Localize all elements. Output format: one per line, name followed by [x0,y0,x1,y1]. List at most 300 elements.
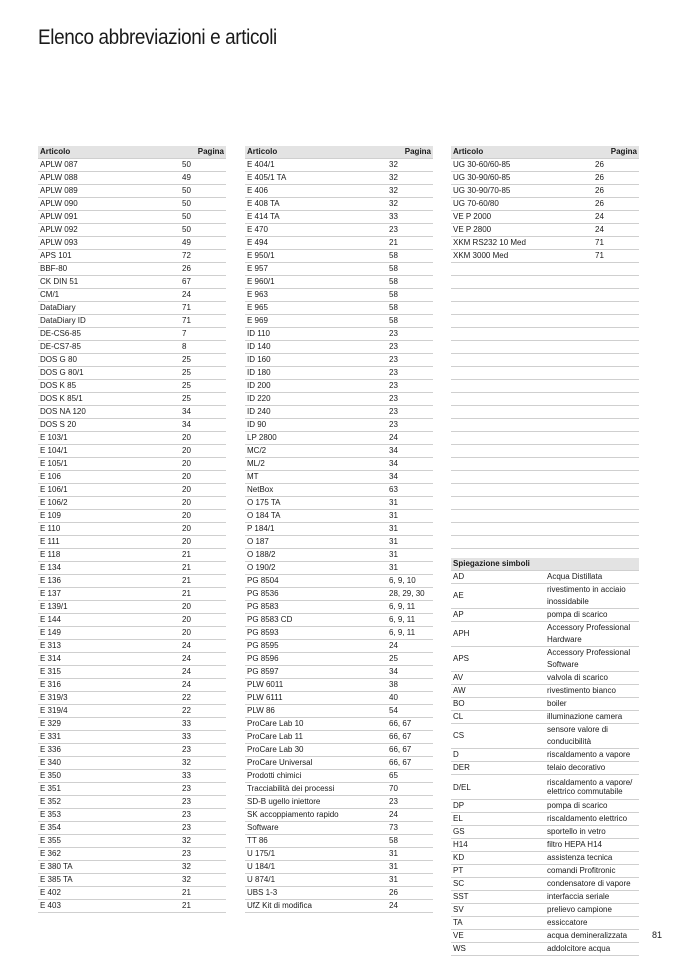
page-cell: 24 [180,653,226,666]
table-row [38,679,226,692]
article-cell: ID 200 [245,380,387,393]
article-cell: U 175/1 [245,848,387,861]
table-row [38,341,226,354]
table-row [451,237,639,250]
table-row [245,562,433,575]
symbol-code: SC [451,878,545,891]
symbol-row [451,571,639,584]
symbol-code: AD [451,571,545,584]
symbol-row [451,878,639,891]
symbol-description: condensatore di vapore [545,878,639,891]
page-cell [593,445,639,458]
table-row [451,341,639,354]
article-cell: Software [245,822,387,835]
symbol-description: comandi Profitronic [545,865,639,878]
article-cell: ID 110 [245,328,387,341]
table-row [38,406,226,419]
table-row [245,224,433,237]
page-cell: 58 [387,835,433,848]
table-row [451,393,639,406]
article-cell: PG 8597 [245,666,387,679]
article-cell: E 316 [38,679,180,692]
page-cell: 23 [387,367,433,380]
symbol-description: essiccatore [545,917,639,930]
symbol-description: pompa di scarico [545,609,639,622]
page-cell: 28, 29, 30 [387,588,433,601]
article-cell: O 184 TA [245,510,387,523]
table-row [245,627,433,640]
article-cell: NetBox [245,484,387,497]
symbol-row [451,891,639,904]
page-cell: 31 [387,536,433,549]
article-cell [451,328,593,341]
table-row [38,809,226,822]
article-cell: U 184/1 [245,861,387,874]
table-row [245,328,433,341]
table-row [38,575,226,588]
page-cell: 20 [180,614,226,627]
page-cell: 24 [387,809,433,822]
symbol-description: filtro HEPA H14 [545,839,639,852]
article-cell: E 319/3 [38,692,180,705]
table-row [245,185,433,198]
page-cell: 25 [180,393,226,406]
article-cell: E 963 [245,289,387,302]
page-cell: 24 [180,640,226,653]
table-row [38,263,226,276]
article-cell: ProCare Lab 10 [245,718,387,731]
page-cell: 25 [180,367,226,380]
table-row [245,536,433,549]
table-row [451,484,639,497]
article-cell: APLW 087 [38,159,180,172]
article-cell [451,458,593,471]
symbol-row [451,800,639,813]
header-article: Articolo [245,146,387,159]
page-cell: 66, 67 [387,718,433,731]
article-cell [451,445,593,458]
table-row [38,445,226,458]
table-row [38,861,226,874]
symbol-row [451,826,639,839]
table-row [245,419,433,432]
symbol-description: rivestimento bianco [545,685,639,698]
page-cell [593,458,639,471]
symbols-header-row [451,558,639,571]
page-cell: 66, 67 [387,731,433,744]
table-row [38,367,226,380]
symbol-code: PT [451,865,545,878]
page-cell [593,510,639,523]
article-cell [451,484,593,497]
table-row [245,835,433,848]
table-row [38,497,226,510]
symbol-description: illuminazione camera [545,711,639,724]
page-cell: 49 [180,237,226,250]
article-cell: PLW 6011 [245,679,387,692]
table-row [451,432,639,445]
table-row [245,744,433,757]
page-cell: 34 [387,458,433,471]
symbol-row [451,749,639,762]
table-row [451,497,639,510]
table-row [38,783,226,796]
article-cell: ID 240 [245,406,387,419]
table-row [38,744,226,757]
symbol-code: VE [451,930,545,943]
article-cell [451,523,593,536]
page-cell: 24 [593,211,639,224]
article-cell: CK DIN 51 [38,276,180,289]
table-row [245,276,433,289]
article-cell: DOS G 80 [38,354,180,367]
article-cell: ID 220 [245,393,387,406]
article-cell: UfZ Kit di modifica [245,900,387,913]
article-cell: MT [245,471,387,484]
page-cell: 20 [180,497,226,510]
article-cell: E 106/1 [38,484,180,497]
article-cell: ID 140 [245,341,387,354]
article-cell: DE-CS7-85 [38,341,180,354]
article-cell: PLW 6111 [245,692,387,705]
symbol-code: GS [451,826,545,839]
table-row [451,471,639,484]
article-cell: VE P 2000 [451,211,593,224]
article-cell: DOS NA 120 [38,406,180,419]
symbol-row [451,852,639,865]
table-row [38,393,226,406]
symbol-code: APS [451,647,545,672]
table-row [245,250,433,263]
page-cell: 20 [180,627,226,640]
table-row [451,328,639,341]
table-row [245,159,433,172]
page-cell [593,367,639,380]
article-cell: ID 180 [245,367,387,380]
page-cell [593,536,639,549]
page-cell: 23 [387,224,433,237]
symbol-row [451,839,639,852]
article-cell: PG 8596 [245,653,387,666]
table-row [451,458,639,471]
table-row [245,718,433,731]
page-cell: 31 [387,848,433,861]
page-cell: 22 [180,705,226,718]
page-cell: 34 [180,419,226,432]
page-cell: 6, 9, 10 [387,575,433,588]
table-row [38,614,226,627]
article-cell: SK accoppiamento rapido [245,809,387,822]
article-cell: E 960/1 [245,276,387,289]
table-header-row [245,146,433,159]
article-cell: E 106 [38,471,180,484]
article-cell: PG 8593 [245,627,387,640]
page-cell: 66, 67 [387,757,433,770]
article-cell: U 874/1 [245,874,387,887]
article-cell: ML/2 [245,458,387,471]
article-cell: E 134 [38,562,180,575]
article-cell: DataDiary [38,302,180,315]
page-cell: 23 [387,796,433,809]
page-cell: 34 [180,406,226,419]
table-row [245,497,433,510]
page-cell: 50 [180,224,226,237]
table-row [245,614,433,627]
page-cell: 50 [180,198,226,211]
article-cell [451,263,593,276]
page-cell: 58 [387,315,433,328]
table-row [38,731,226,744]
page-cell: 23 [180,783,226,796]
article-cell: E 137 [38,588,180,601]
article-table-3 [451,146,639,562]
article-cell: CM/1 [38,289,180,302]
table-row [245,640,433,653]
symbol-description: sensore valore di conducibilità [545,724,639,749]
page-cell: 23 [180,744,226,757]
page-cell: 21 [180,588,226,601]
article-cell: E 353 [38,809,180,822]
page-cell: 21 [180,549,226,562]
table-row [245,341,433,354]
symbol-description: riscaldamento a vapore/ elettrico commutabile [545,775,639,800]
table-row [245,406,433,419]
article-cell: E 149 [38,627,180,640]
article-cell: E 405/1 TA [245,172,387,185]
table-row [38,770,226,783]
symbol-row [451,724,639,749]
table-row [38,640,226,653]
table-row [245,445,433,458]
article-cell: DataDiary ID [38,315,180,328]
page-cell: 63 [387,484,433,497]
page-cell: 23 [180,809,226,822]
table-row [245,796,433,809]
page-cell [593,276,639,289]
symbol-row [451,762,639,775]
table-row [245,653,433,666]
article-cell: E 352 [38,796,180,809]
table-row [451,159,639,172]
page-cell: 31 [387,510,433,523]
page-cell: 25 [180,380,226,393]
page-cell: 26 [593,185,639,198]
table-row [245,263,433,276]
symbol-description: pompa di scarico [545,800,639,813]
article-cell: Tracciabilità dei processi [245,783,387,796]
symbol-code: D [451,749,545,762]
table-row [245,172,433,185]
symbol-description: prelievo campione [545,904,639,917]
article-cell: E 118 [38,549,180,562]
symbol-row [451,685,639,698]
symbol-row [451,813,639,826]
page-cell: 50 [180,185,226,198]
symbol-code: KD [451,852,545,865]
article-cell: E 406 [245,185,387,198]
page-cell: 6, 9, 11 [387,614,433,627]
article-cell: APLW 091 [38,211,180,224]
page-cell: 58 [387,302,433,315]
page-cell [593,354,639,367]
article-cell: ID 90 [245,419,387,432]
symbol-code: WS [451,943,545,956]
header-page: Pagina [180,146,226,159]
table-row [245,887,433,900]
page-cell: 23 [387,406,433,419]
table-row [245,510,433,523]
table-row [245,211,433,224]
page-cell: 33 [387,211,433,224]
table-row [245,679,433,692]
table-row [38,536,226,549]
page-cell: 26 [593,198,639,211]
table-row [38,224,226,237]
article-cell [451,536,593,549]
symbol-code: DP [451,800,545,813]
symbol-code: AE [451,584,545,609]
article-cell: E 969 [245,315,387,328]
table-row [451,536,639,549]
page-cell: 71 [593,250,639,263]
table-row [451,354,639,367]
table-row [451,289,639,302]
symbol-row [451,672,639,685]
article-cell: UG 30-90/70-85 [451,185,593,198]
page-cell: 24 [180,679,226,692]
article-cell: E 351 [38,783,180,796]
page-cell: 21 [180,575,226,588]
page-cell: 26 [387,887,433,900]
article-cell: E 111 [38,536,180,549]
article-cell: O 175 TA [245,497,387,510]
article-cell [451,302,593,315]
table-row [451,315,639,328]
table-row [38,796,226,809]
article-cell: E 362 [38,848,180,861]
symbol-description: Acqua Distillata [545,571,639,584]
page-cell: 33 [180,770,226,783]
table-row [245,666,433,679]
article-cell: PG 8536 [245,588,387,601]
article-cell: O 190/2 [245,562,387,575]
table-row [38,692,226,705]
page-cell: 31 [387,861,433,874]
symbol-row [451,647,639,672]
table-row [245,809,433,822]
table-row [245,354,433,367]
page-cell: 6, 9, 11 [387,601,433,614]
page-cell: 21 [180,900,226,913]
article-cell: E 319/4 [38,705,180,718]
article-cell: E 414 TA [245,211,387,224]
article-cell: E 313 [38,640,180,653]
symbol-code: SV [451,904,545,917]
page-cell: 54 [387,705,433,718]
table-row [38,510,226,523]
page-cell [593,315,639,328]
article-cell [451,406,593,419]
article-cell: APLW 089 [38,185,180,198]
page-cell: 65 [387,770,433,783]
page-cell: 34 [387,666,433,679]
symbols-header: Spiegazione simboli [451,558,639,571]
page-cell: 34 [387,445,433,458]
page-cell [593,393,639,406]
table-row [451,250,639,263]
symbols-table [451,558,639,956]
page-cell: 23 [180,822,226,835]
article-cell: DE-CS6-85 [38,328,180,341]
header-article: Articolo [38,146,180,159]
table-row [451,406,639,419]
page-cell: 31 [387,523,433,536]
page-cell: 21 [180,887,226,900]
article-cell: Prodotti chimici [245,770,387,783]
article-cell: E 965 [245,302,387,315]
symbol-description: telaio decorativo [545,762,639,775]
page-cell: 34 [387,471,433,484]
table-row [245,302,433,315]
article-cell [451,432,593,445]
page-cell: 26 [180,263,226,276]
table-row [245,458,433,471]
table-row [38,380,226,393]
table-row [245,523,433,536]
table-row [38,874,226,887]
page-cell: 71 [180,315,226,328]
article-cell: E 314 [38,653,180,666]
symbol-description: Accessory Professional Software [545,647,639,672]
symbol-row [451,698,639,711]
symbol-code: DER [451,762,545,775]
page-cell: 49 [180,172,226,185]
page-cell: 20 [180,458,226,471]
page-cell: 32 [180,874,226,887]
page-cell: 71 [180,302,226,315]
article-cell: E 385 TA [38,874,180,887]
article-cell: APLW 090 [38,198,180,211]
table-row [451,172,639,185]
article-cell [451,341,593,354]
page-cell [593,380,639,393]
page-cell: 23 [387,354,433,367]
article-cell: PG 8595 [245,640,387,653]
article-cell [451,315,593,328]
table-row [38,627,226,640]
symbol-row [451,865,639,878]
table-row [451,380,639,393]
article-cell: E 408 TA [245,198,387,211]
symbol-description: interfaccia seriale [545,891,639,904]
table-row [245,692,433,705]
page-cell: 20 [180,432,226,445]
table-row [38,354,226,367]
page-cell: 50 [180,159,226,172]
article-cell: DOS G 80/1 [38,367,180,380]
table-row [38,835,226,848]
symbol-row [451,904,639,917]
page-cell: 21 [180,562,226,575]
page-cell: 7 [180,328,226,341]
page-cell: 6, 9, 11 [387,627,433,640]
page-cell: 20 [180,471,226,484]
header-article: Articolo [451,146,593,159]
table-row [38,289,226,302]
article-cell: ProCare Lab 30 [245,744,387,757]
table-row [38,211,226,224]
symbol-row [451,622,639,647]
